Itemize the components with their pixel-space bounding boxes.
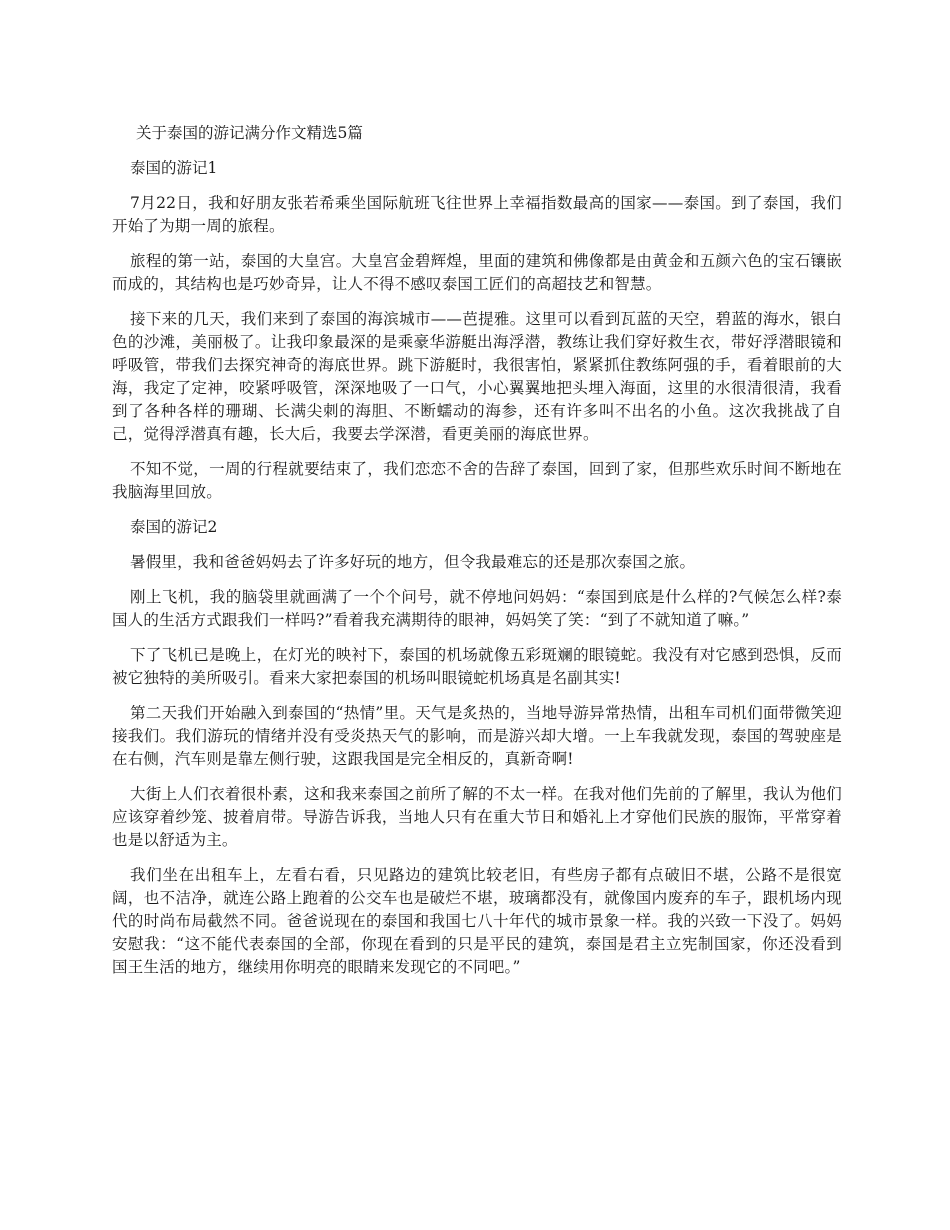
paragraph: 接下来的几天，我们来到了泰国的海滨城市——芭提雅。这里可以看到瓦蓝的天空，碧蓝的海水，银白色的沙滩，美丽极了。让我印象最深的是乘豪华游艇出海浮潜，教练让我们穿好救生衣，带好浮潜眼镜和呼吸管，带我们去探究神奇的海底世界。跳下游艇时，我很害怕，紧紧抓住教练阿强的手，看着眼前的大海，我定了定神，咬紧呼吸管，深深地吸了一口气，小心翼翼地把头埋入海面，这里的水很清很清，我看到了各种各样的珊瑚、长满尖刺的海胆、不断蠕动的海参，还有许多叫不出名的小鱼。这次我挑战了自己，觉得浮潜真有趣，长大后，我要去学深潜，看更美丽的海底世界。 (112, 310, 842, 443)
paragraph: 大街上人们衣着很朴素，这和我来泰国之前所了解的不太一样。在我对他们先前的了解里，我认为他们应该穿着纱笼、披着肩带。导游告诉我，当地人只有在重大节日和婚礼上才穿他们民族的服饰，平常穿着也是以舒适为主。 (112, 785, 842, 849)
paragraph: 7月22日，我和好朋友张若希乘坐国际航班飞往世界上幸福指数最高的国家——泰国。到了泰国，我们开始了为期一周的旅程。 (112, 194, 842, 235)
section-1 (112, 157, 842, 504)
paragraph: 旅程的第一站，泰国的大皇宫。大皇宫金碧辉煌，里面的建筑和佛像都是由黄金和五颜六色的宝石镶嵌而成的，其结构也是巧妙奇异，让人不得不感叹泰国工匠们的高超技艺和智慧。 (112, 252, 842, 293)
paragraph: 第二天我们开始融入到泰国的“热情”里。天气是炙热的，当地导游异常热情，出租车司机们面带微笑迎接我们。我们游玩的情绪并没有受炎热天气的影响，而是游兴却大增。一上车我就发现，泰国的驾驶座是在右侧，汽车则是靠左侧行驶，这跟我国是完全相反的，真新奇啊! (112, 704, 842, 768)
paragraph: 不知不觉，一周的行程就要结束了，我们恋恋不舍的告辞了泰国，回到了家，但那些欢乐时间不断地在我脑海里回放。 (112, 460, 842, 501)
section-heading: 泰国的游记1 (130, 159, 218, 177)
paragraph: 刚上飞机，我的脑袋里就画满了一个个问号，就不停地问妈妈：“泰国到底是什么样的?气候怎么样?泰国人的生活方式跟我们一样吗?”看着我充满期待的眼神，妈妈笑了笑：“到了不就知道了嘛。” (112, 588, 842, 629)
paragraph: 我们坐在出租车上，左看右看，只见路边的建筑比较老旧，有些房子都有点破旧不堪，公路不是很宽阔，也不洁净，就连公路上跑着的公交车也是破烂不堪，玻璃都没有，就像国内废弃的车子，跟机场内现代的时尚布局截然不同。爸爸说现在的泰国和我国七八十年代的城市景象一样。我的兴致一下没了。妈妈安慰我：“这不能代表泰国的全部，你现在看到的只是平民的建筑，泰国是君主立宪制国家，你还没看到国王生活的地方，继续用你明亮的眼睛来发现它的不同吧。” (112, 866, 842, 976)
document-page (112, 122, 842, 991)
section-2 (112, 516, 842, 979)
paragraph: 暑假里，我和爸爸妈妈去了许多好玩的地方，但令我最难忘的还是那次泰国之旅。 (130, 553, 696, 571)
section-heading: 泰国的游记2 (130, 518, 218, 536)
paragraph: 下了飞机已是晚上，在灯光的映衬下，泰国的机场就像五彩斑斓的眼镜蛇。我没有对它感到恐惧，反而被它独特的美所吸引。看来大家把泰国的机场叫眼镜蛇机场真是名副其实! (112, 646, 842, 687)
document-title: 关于泰国的游记满分作文精选5篇 (136, 124, 363, 142)
